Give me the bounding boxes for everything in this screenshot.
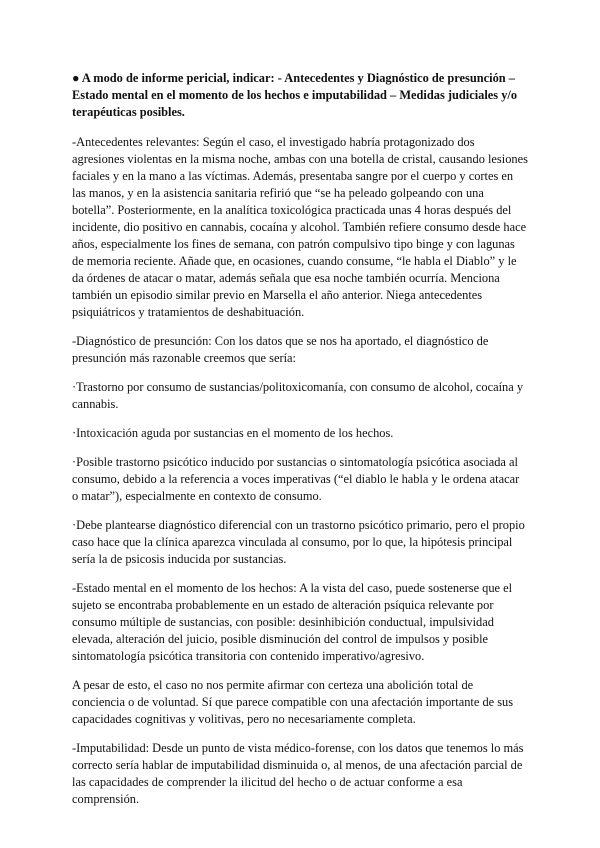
paragraph-a-pesar: A pesar de esto, el caso no nos permite afirmar con certeza una abolición total de conciencia o de voluntad. Sí que parece compatible con una afectación importante de sus capacidades cognitivas y volitivas, pero no necesariamente completa. [72, 678, 514, 726]
document-page [72, 70, 528, 820]
document-heading: ● A modo de informe pericial, indicar: - Antecedentes y Diagnóstico de presunción – Estado mental en el momento de los hechos e imputabilidad – Medidas judiciales y/o terapéuticas posibles. [72, 71, 518, 119]
paragraph-estado-mental: -Estado mental en el momento de los hechos: A la vista del caso, puede sostenerse que el sujeto se encontraba probablemente en un estado de alteración psíquica relevante por consumo múltiple de sustancias, con posible: desinhibición conductual, impulsividad elevada, alteración del juicio, posible disminución del control de impulsos y posible sintomatología psicótica transitoria con contenido imperativo/agresivo. [72, 581, 513, 663]
paragraph-antecedentes: -Antecedentes relevantes: Según el caso, el investigado habría protagonizado dos agresiones violentas en la misma noche, ambas con una botella de cristal, causando lesiones faciales y en la mano a las víctimas. Además, presentaba sangre por el cuerpo y cortes en las manos, y en la asistencia sanitaria refirió que “se ha peleado golpeando con una botella”. Posteriormente, en la analítica toxicológica practicada unas 4 horas después del incidente, dio positivo en cannabis, cocaína y alcohol. También refiere consumo desde hace años, especialmente los fines de semana, con patrón compulsivo tipo binge y con lagunas de memoria reciente. Añade que, en ocasiones, cuando consume, “le habla el Diablo” y le da órdenes de atacar o matar, además señala que esa noche también ocurría. Menciona también un episodio similar previo en Marsella el año anterior. Niega antecedentes psiquiátricos y tratamientos de deshabituación. [72, 135, 528, 319]
bullet-trastorno-consumo: ·Trastorno por consumo de sustancias/politoxicomanía, con consumo de alcohol, cocaína y cannabis. [72, 380, 524, 411]
paragraph-imputabilidad: -Imputabilidad: Desde un punto de vista médico-forense, con los datos que tenemos lo más correcto sería hablar de imputabilidad disminuida o, al menos, de una afectación parcial de las capacidades de comprender la ilicitud del hecho o de actuar conforme a esa comprensión. [72, 741, 524, 806]
bullet-intoxicacion: ·Intoxicación aguda por sustancias en el momento de los hechos. [72, 426, 394, 440]
bullet-diagnostico-diferencial: ·Debe plantearse diagnóstico diferencial con un trastorno psicótico primario, pero el propio caso hace que la clínica aparezca vinculada al consumo, por lo que, la hipótesis principal sería la de psicosis inducida por sustancias. [72, 518, 525, 566]
paragraph-diagnostico: -Diagnóstico de presunción: Con los datos que se nos ha aportado, el diagnóstico de presunción más razonable creemos que sería: [72, 334, 489, 365]
bullet-trastorno-psicotico: ·Posible trastorno psicótico inducido por sustancias o sintomatología psicótica asociada al consumo, debido a la referencia a voces imperativas (“el diablo le habla y le ordena atacar o matar”), especialmente en contexto de consumo. [72, 455, 520, 503]
